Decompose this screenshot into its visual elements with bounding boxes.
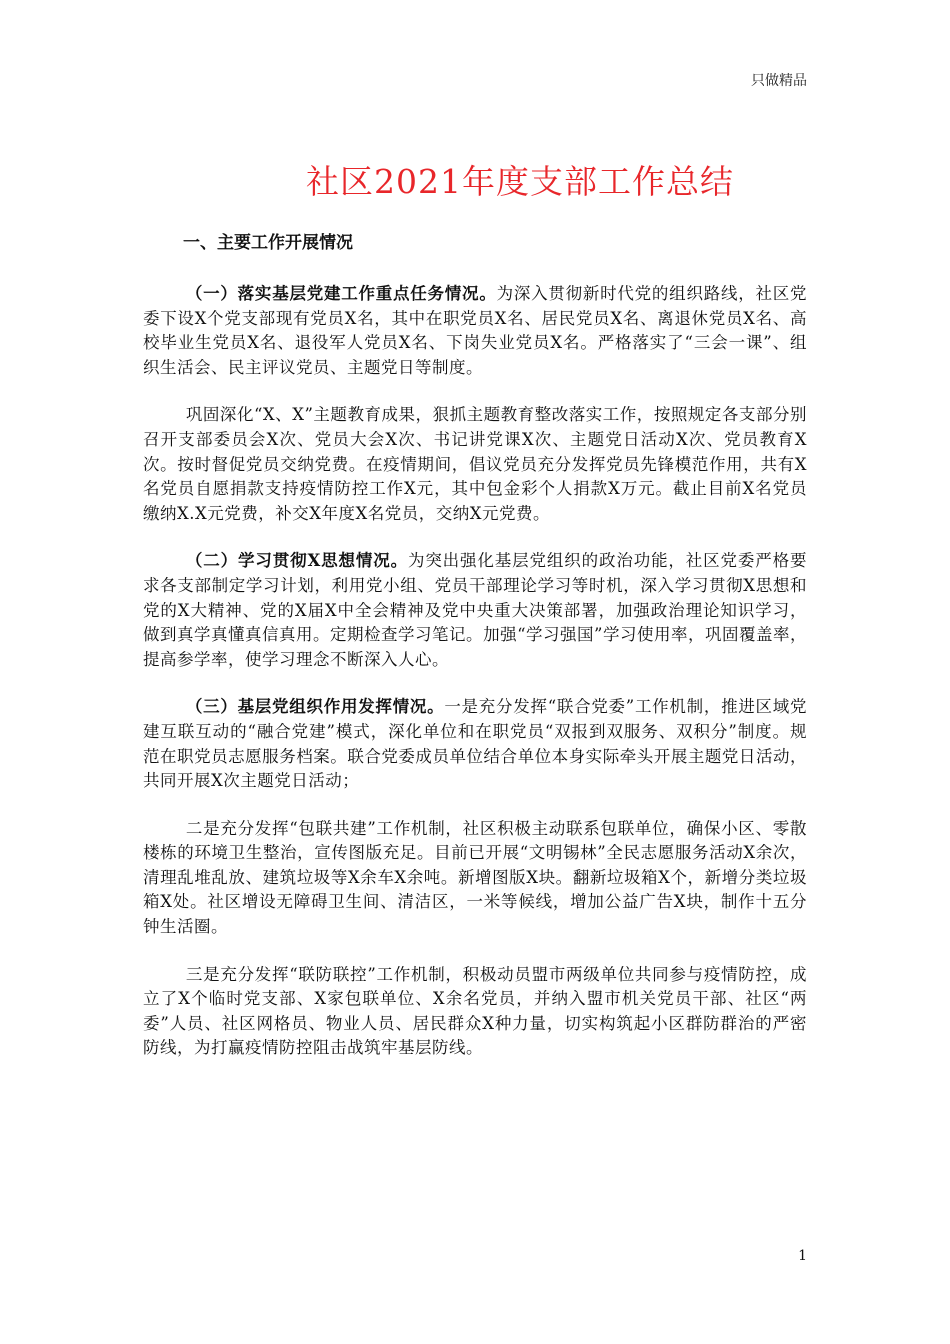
paragraph-2 — [143, 403, 807, 526]
document-title: 社区2021年度支部工作总结 — [306, 162, 734, 201]
paragraph-6 — [143, 963, 807, 1061]
paragraph-4 — [143, 695, 807, 793]
paragraph-3 — [143, 549, 807, 672]
paragraph-5-text: 二是充分发挥“包联共建”工作机制，社区积极主动联系包联单位，确保小区、零散楼栋的环境卫生整治，宣传图版充足。目前已开展“文明锡林”全民志愿服务活动X余次，清理乱堆乱放、建筑垃圾等X余车X余吨。新增图版X块。翻新垃圾箱X个，新增分类垃圾箱X处。社区增设无障碍卫生间、清洁区，一米等候线，增加公益广告X块，制作十五分钟生活圈。 — [143, 818, 807, 937]
paragraph-2-text: 巩固深化“X、X”主题教育成果，狠抓主题教育整改落实工作，按照规定各支部分别召开支部委员会X次、党员大会X次、书记讲党课X次、主题党日活动X次、党员教育X次。按时督促党员交纳党费。在疫情期间，倡议党员充分发挥党员先锋模范作用，共有X名党员自愿捐款支持疫情防控工作X元，其中包金彩个人捐款X万元。截止目前X名党员缴纳X.X元党费，补交X年度X名党员，交纳X元党费。 — [143, 405, 807, 523]
paragraph-3-text: 为突出强化基层党组织的政治功能，社区党委严格要求各支部制定学习计划，利用党小组、党员干部理论学习等时机，深入学习贯彻X思想和党的X大精神、党的X届X中全会精神及党中央重大决策部署，加强政治理论知识学习，做到真学真懂真信真用。定期检查学习笔记。加强“学习强国”学习使用率，巩固覆盖率，提高参学率，使学习理念不断深入人心。 — [143, 551, 807, 669]
paragraph-6-text: 三是充分发挥“联防联控”工作机制，积极动员盟市两级单位共同参与疫情防控，成立了X个临时党支部、X家包联单位、X余名党员，并纳入盟市机关党员干部、社区“两委”人员、社区网格员、物业人员、居民群众X种力量，切实构筑起小区群防群治的严密防线，为打赢疫情防控阻击战筑牢基层防线。 — [143, 964, 807, 1058]
section-heading: 一、主要工作开展情况 — [183, 233, 353, 253]
paragraph-5 — [143, 817, 807, 940]
header-note: 只做精品 — [751, 73, 807, 89]
document-body — [143, 230, 807, 1084]
paragraph-1-lead: （一）落实基层党建工作重点任务情况。 — [185, 284, 497, 303]
paragraph-4-text: 一是充分发挥“联合党委”工作机制，推进区域党建互联互动的“融合党建”模式，深化单位和在职党员“双报到双服务、双积分”制度。规范在职党员志愿服务档案。联合党委成员单位结合单位本身实际牵头开展主题党日活动，共同开展X次主题党日活动； — [143, 697, 808, 791]
paragraph-3-lead: （二）学习贯彻X思想情况。 — [185, 551, 408, 571]
paragraph-4-lead: （三）基层党组织作用发挥情况。 — [185, 697, 445, 717]
paragraph-1-text: 为深入贯彻新时代党的组织路线，社区党委下设X个党支部现有党员X名，其中在职党员X名、居民党员X名、离退休党员X名、高校毕业生党员X名、退役军人党员X名、下岗失业党员X名。严格落实了“三会一课”、组织生活会、民主评议党员、主题党日等制度。 — [143, 284, 808, 377]
paragraph-1 — [143, 282, 807, 380]
page-number: 1 — [798, 1248, 807, 1264]
